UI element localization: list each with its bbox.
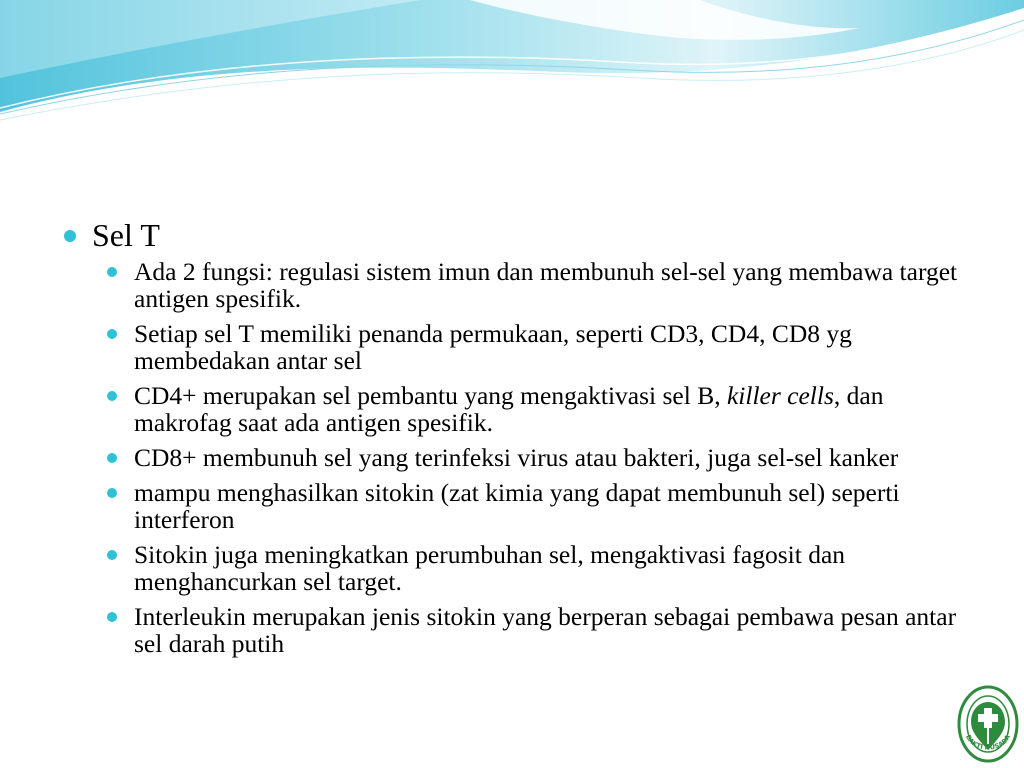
- list-item-text-italic: killer cells: [726, 381, 834, 410]
- list-item: [104, 320, 962, 374]
- list-item-text: mampu menghasilkan sitokin (zat kimia yang dapat membunuh sel) seperti interferon: [134, 478, 900, 534]
- logo-text: BAKTI HUSADA: [964, 733, 1012, 752]
- list-item: [104, 541, 962, 595]
- list-item-text-before: CD4+ merupakan sel pembantu yang mengaktivasi sel B,: [134, 381, 727, 410]
- bullet-dot-icon: [64, 230, 76, 242]
- list-item: [104, 444, 962, 471]
- list-item-text: CD8+ membunuh sel yang terinfeksi virus atau bakteri, juga sel-sel kanker: [134, 443, 899, 472]
- bullet-dot-icon: [107, 612, 117, 622]
- bullet-dot-icon: [107, 329, 117, 339]
- bullet-dot-icon: [107, 267, 117, 277]
- bullet-content: [62, 216, 962, 665]
- logo-cross-horizontal: [978, 714, 998, 722]
- list-item-text: Setiap sel T memiliki penanda permukaan, seperti CD3, CD4, CD8 yg membedakan antar sel: [134, 319, 852, 375]
- sub-bullet-list: [62, 258, 962, 657]
- list-item-text: Sitokin juga meningkatkan perumbuhan sel, mengaktivasi fagosit dan menghancurkan sel target.: [134, 540, 846, 596]
- header-wave-decoration: [0, 0, 1024, 130]
- list-item-text-after: , dan makrofag saat ada antigen spesifik.: [134, 381, 884, 437]
- list-item: [104, 382, 962, 436]
- list-item: [104, 258, 962, 312]
- list-item-text: Interleukin merupakan jenis sitokin yang berperan sebagai pembawa pesan antar sel darah putih: [134, 602, 957, 658]
- list-item: [104, 603, 962, 657]
- bullet-dot-icon: [107, 488, 117, 498]
- ministry-of-health-emblem-icon: [957, 684, 1019, 764]
- bullet-dot-icon: [107, 550, 117, 560]
- bullet-dot-icon: [107, 453, 117, 463]
- list-item: [104, 479, 962, 533]
- main-bullet: [62, 216, 962, 254]
- bullet-dot-icon: [107, 391, 117, 401]
- main-heading: Sel T: [92, 217, 160, 253]
- list-item-text: Ada 2 fungsi: regulasi sistem imun dan membunuh sel-sel yang membawa target antigen spesifik.: [134, 257, 958, 313]
